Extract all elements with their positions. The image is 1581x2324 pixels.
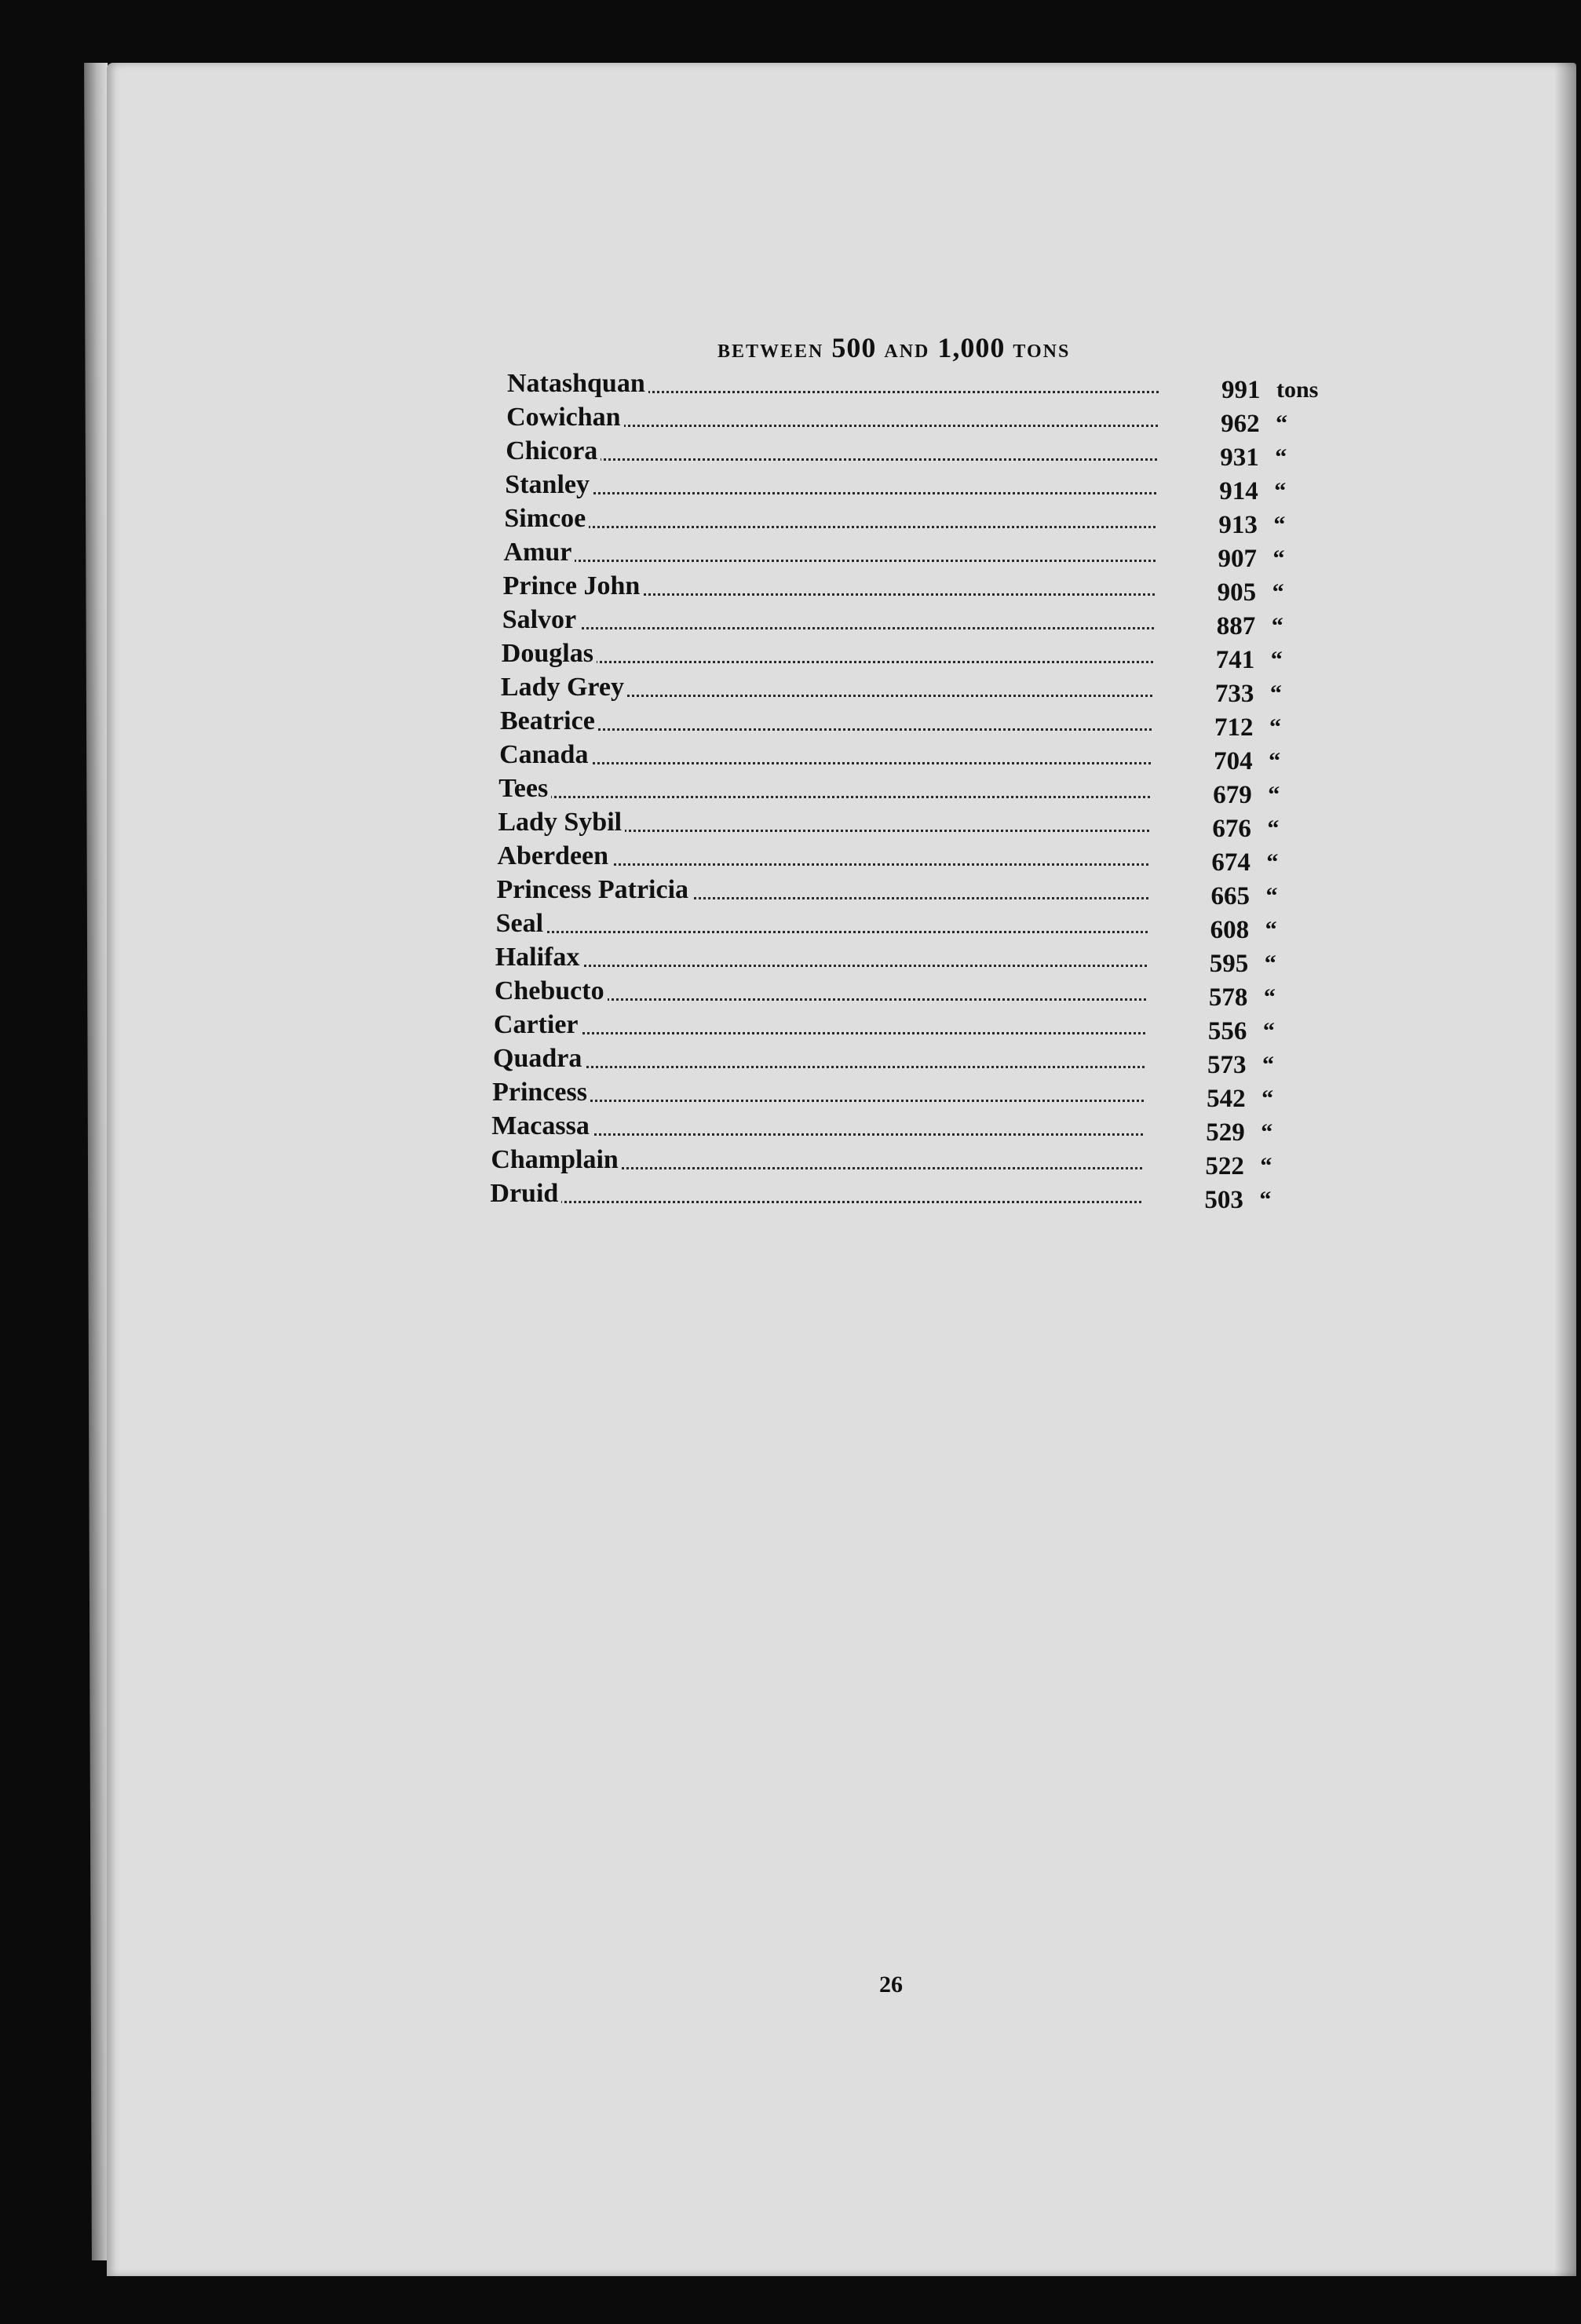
vessel-tonnage: 665 bbox=[1210, 882, 1250, 910]
vessel-row bbox=[493, 1041, 1331, 1079]
vessel-tonnage: 905 bbox=[1217, 578, 1257, 607]
tonnage-unit: “ bbox=[1268, 782, 1280, 808]
dot-leader bbox=[493, 1066, 1145, 1068]
vessel-name: Salvor bbox=[502, 604, 579, 636]
vessel-row bbox=[495, 939, 1331, 978]
dot-leader bbox=[505, 492, 1156, 494]
vessel-tonnage: 573 bbox=[1207, 1051, 1247, 1079]
tonnage-unit: “ bbox=[1273, 512, 1286, 538]
vessel-name: Lady Sybil bbox=[498, 807, 625, 838]
vessel-name: Douglas bbox=[502, 638, 597, 669]
vessel-name: Champlain bbox=[491, 1144, 622, 1176]
tonnage-unit: “ bbox=[1272, 579, 1284, 605]
vessel-tonnage: 931 bbox=[1220, 443, 1259, 472]
vessel-tonnage: 962 bbox=[1221, 410, 1260, 438]
tonnage-unit: “ bbox=[1263, 984, 1276, 1010]
tonnage-unit: “ bbox=[1261, 1119, 1273, 1145]
vessel-row bbox=[498, 804, 1331, 843]
tonnage-unit: tons bbox=[1276, 377, 1319, 403]
vessel-row bbox=[506, 399, 1331, 438]
tonnage-unit: “ bbox=[1276, 410, 1288, 436]
vessel-tonnage: 914 bbox=[1219, 477, 1258, 505]
vessel-row bbox=[504, 501, 1331, 539]
vessel-tonnage: 887 bbox=[1216, 612, 1256, 640]
tonnage-unit: “ bbox=[1272, 545, 1285, 571]
dot-leader bbox=[494, 1032, 1145, 1034]
dot-leader bbox=[490, 1201, 1141, 1203]
vessel-tonnage: 712 bbox=[1214, 713, 1254, 742]
vessel-tonnage: 913 bbox=[1218, 511, 1258, 539]
section-heading bbox=[717, 331, 1126, 364]
vessel-row bbox=[494, 973, 1331, 1012]
vessel-row bbox=[495, 906, 1331, 944]
vessel-tonnage: 741 bbox=[1215, 646, 1255, 674]
tonnage-unit: “ bbox=[1262, 1018, 1275, 1044]
heading-high-value: 1,000 bbox=[937, 332, 1006, 363]
tonnage-unit: “ bbox=[1266, 849, 1279, 875]
dot-leader bbox=[495, 965, 1147, 967]
tonnage-unit: “ bbox=[1269, 680, 1282, 706]
tonnage-unit: “ bbox=[1267, 815, 1280, 841]
vessel-tonnage: 676 bbox=[1212, 815, 1251, 843]
vessel-name: Aberdeen bbox=[497, 841, 612, 872]
vessel-tonnage: 733 bbox=[1214, 680, 1254, 708]
tonnage-unit: “ bbox=[1275, 444, 1287, 470]
vessel-name: Chicora bbox=[506, 436, 601, 467]
vessel-row bbox=[497, 838, 1331, 877]
vessel-tonnage: 608 bbox=[1210, 916, 1250, 944]
dot-leader bbox=[502, 627, 1154, 629]
vessel-name: Seal bbox=[496, 908, 546, 939]
dot-leader bbox=[499, 762, 1151, 764]
vessel-row bbox=[502, 568, 1331, 607]
vessel-tonnage: 679 bbox=[1213, 781, 1252, 809]
vessel-name: Halifax bbox=[495, 942, 583, 973]
dot-leader bbox=[504, 526, 1156, 528]
vessel-tonnage: 542 bbox=[1207, 1085, 1246, 1113]
vessel-name: Lady Grey bbox=[501, 672, 627, 703]
heading-low-value: 500 bbox=[831, 332, 877, 363]
vessel-tonnage: 522 bbox=[1205, 1152, 1244, 1180]
dot-leader bbox=[498, 796, 1150, 798]
tonnage-unit: “ bbox=[1265, 883, 1278, 909]
vessel-tonnage: 674 bbox=[1211, 848, 1251, 877]
dot-leader bbox=[496, 931, 1148, 933]
vessel-name: Canada bbox=[499, 739, 591, 771]
tonnage-unit: “ bbox=[1262, 1085, 1274, 1111]
tonnage-unit: “ bbox=[1260, 1153, 1272, 1179]
vessel-name: Cowichan bbox=[506, 402, 623, 433]
vessel-row bbox=[500, 703, 1331, 742]
tonnage-unit: “ bbox=[1270, 647, 1283, 673]
vessel-row bbox=[490, 1176, 1331, 1214]
vessel-row bbox=[498, 771, 1331, 809]
page-number: 26 bbox=[879, 1972, 903, 1997]
vessel-row bbox=[499, 737, 1331, 775]
vessel-tonnage: 578 bbox=[1208, 983, 1248, 1012]
vessel-name: Druid bbox=[490, 1178, 561, 1209]
vessel-row bbox=[491, 1108, 1331, 1147]
heading-prefix: BETWEEN bbox=[717, 341, 824, 362]
tonnage-unit: “ bbox=[1269, 714, 1281, 740]
vessel-name: Cartier bbox=[494, 1009, 582, 1041]
dot-leader bbox=[504, 560, 1156, 562]
tonnage-unit: “ bbox=[1259, 1187, 1272, 1213]
vessel-name: Macassa bbox=[491, 1111, 593, 1142]
vessel-row bbox=[493, 1007, 1331, 1045]
heading-conjunction: AND bbox=[884, 341, 930, 362]
vessel-tonnage: 503 bbox=[1204, 1186, 1243, 1214]
heading-suffix: TONS bbox=[1013, 341, 1071, 362]
vessel-name: Natashquan bbox=[507, 368, 648, 399]
vessel-list bbox=[490, 366, 1331, 1214]
vessel-name: Princess Patricia bbox=[497, 874, 692, 906]
vessel-row bbox=[503, 534, 1332, 573]
vessel-tonnage: 704 bbox=[1214, 747, 1253, 775]
vessel-tonnage: 529 bbox=[1206, 1118, 1245, 1147]
vessel-row bbox=[501, 636, 1331, 674]
vessel-tonnage: 556 bbox=[1207, 1017, 1247, 1045]
vessel-name: Amur bbox=[504, 537, 575, 568]
vessel-name: Simcoe bbox=[504, 503, 589, 534]
tonnage-unit: “ bbox=[1262, 1052, 1274, 1078]
vessel-name: Princess bbox=[492, 1077, 590, 1108]
vessel-name: Prince John bbox=[503, 571, 644, 602]
vessel-name: Stanley bbox=[505, 469, 593, 501]
vessel-row bbox=[507, 366, 1331, 404]
vessel-row bbox=[500, 669, 1331, 708]
vessel-tonnage: 907 bbox=[1218, 545, 1257, 573]
vessel-name: Chebucto bbox=[495, 976, 608, 1007]
vessel-tonnage: 595 bbox=[1209, 950, 1249, 978]
dot-leader bbox=[506, 458, 1157, 461]
dot-leader bbox=[502, 661, 1153, 663]
vessel-name: Tees bbox=[498, 773, 551, 804]
vessel-row bbox=[505, 467, 1331, 505]
vessel-row bbox=[496, 872, 1332, 910]
vessel-name: Beatrice bbox=[500, 706, 598, 737]
tonnage-unit: “ bbox=[1274, 478, 1287, 504]
vessel-row bbox=[502, 602, 1331, 640]
vessel-row bbox=[492, 1074, 1331, 1113]
tonnage-unit: “ bbox=[1265, 917, 1277, 943]
tonnage-unit: “ bbox=[1264, 950, 1276, 976]
vessel-tonnage: 991 bbox=[1221, 376, 1261, 404]
vessel-row bbox=[506, 433, 1331, 472]
vessel-name: Quadra bbox=[493, 1043, 585, 1074]
tonnage-unit: “ bbox=[1269, 748, 1281, 774]
tonnage-unit: “ bbox=[1271, 613, 1283, 639]
vessel-row bbox=[491, 1142, 1331, 1180]
